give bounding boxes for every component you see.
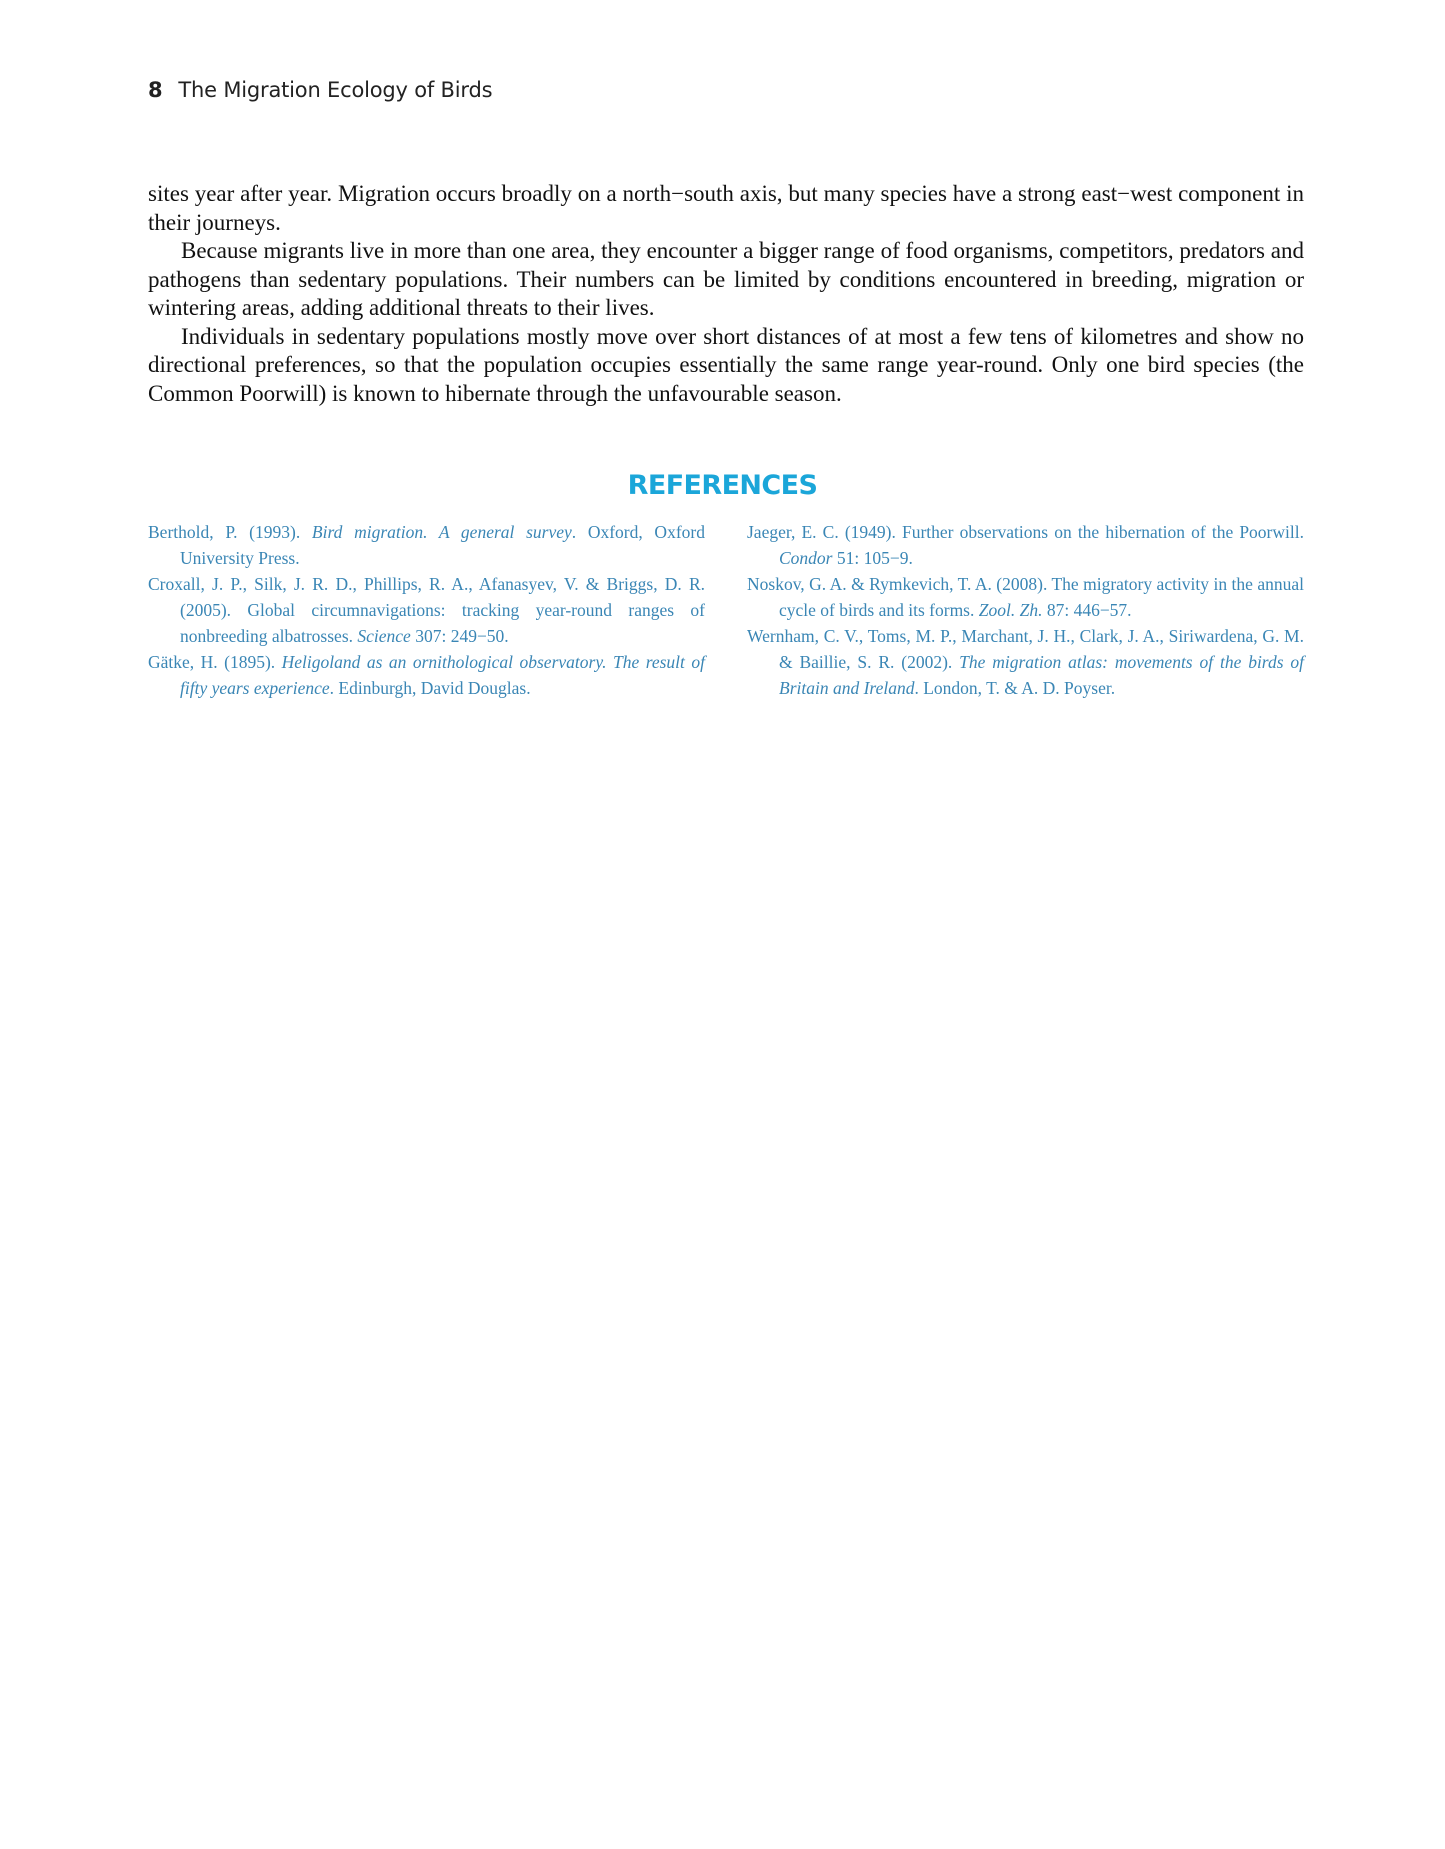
reference-text: . London, T. & A. D. Poyser.: [914, 678, 1116, 698]
running-head: [148, 78, 492, 102]
paragraph: Individuals in sedentary populations mostly move over short distances of at most a few tens of kilometres and show no directional preferences, so that the population occupies essentially the same range year-round. Only one bird species (the Common Poorwill) is known to hibernate through the unfavourable season.: [148, 323, 1304, 406]
reference-entry: [747, 623, 1304, 701]
reference-text: Berthold, P. (1993).: [148, 522, 312, 542]
reference-text: Gätke, H. (1895).: [148, 652, 282, 672]
references-right-column: [747, 519, 1304, 701]
reference-entry: [148, 649, 705, 701]
paragraph: Because migrants live in more than one area, they encounter a bigger range of food organisms, competitors, predators and pathogens than sedentary populations. Their numbers can be limited by conditions encountered in breeding, migration or wintering areas, adding additional threats to their lives.: [148, 238, 1304, 320]
reference-entry: [747, 571, 1304, 623]
book-title: The Migration Ecology of Birds: [178, 78, 493, 102]
reference-text: Jaeger, E. C. (1949). Further observations on the hibernation of the Poorwill.: [747, 522, 1304, 542]
reference-text: Wernham, C. V., Toms, M. P., Marchant, J. H., Clark, J. A., Siriwardena, G. M. & Baillie, S. R. (2002).: [747, 626, 1304, 672]
reference-text: 87: 446−57.: [1042, 600, 1132, 620]
reference-italic: Condor: [779, 548, 833, 568]
reference-italic: Bird migration. A general survey: [311, 522, 572, 542]
reference-italic: Heligoland as an ornithological observatory. The result of fifty years experience: [180, 652, 705, 698]
references-heading: REFERENCES: [627, 470, 818, 501]
paragraph: sites year after year. Migration occurs broadly on a north−south axis, but many species have a strong east−west component in their journeys.: [148, 181, 1304, 235]
reference-text: . Oxford, Oxford University Press.: [180, 522, 705, 568]
references-left-column: [148, 519, 705, 701]
reference-text: Noskov, G. A. & Rymkevich, T. A. (2008). The migratory activity in the annual cycle of birds and its forms.: [747, 574, 1304, 620]
body-text: [148, 180, 1304, 408]
reference-italic: The migration atlas: movements of the birds of Britain and Ireland: [779, 652, 1304, 698]
reference-text: Croxall, J. P., Silk, J. R. D., Phillips, R. A., Afanasyev, V. & Briggs, D. R. (2005). Global circumnavigations: tracking year-round ranges of nonbreeding albatrosses.: [148, 574, 705, 646]
reference-text: . Edinburgh, David Douglas.: [329, 678, 531, 698]
reference-text: 307: 249−50.: [410, 626, 509, 646]
reference-entry: [747, 519, 1304, 571]
reference-entry: [148, 571, 705, 649]
reference-italic: Science: [357, 626, 411, 646]
page-number: 8: [148, 78, 163, 102]
reference-text: 51: 105−9.: [832, 548, 913, 568]
reference-entry: [148, 519, 705, 571]
reference-italic: Zool. Zh.: [978, 600, 1043, 620]
